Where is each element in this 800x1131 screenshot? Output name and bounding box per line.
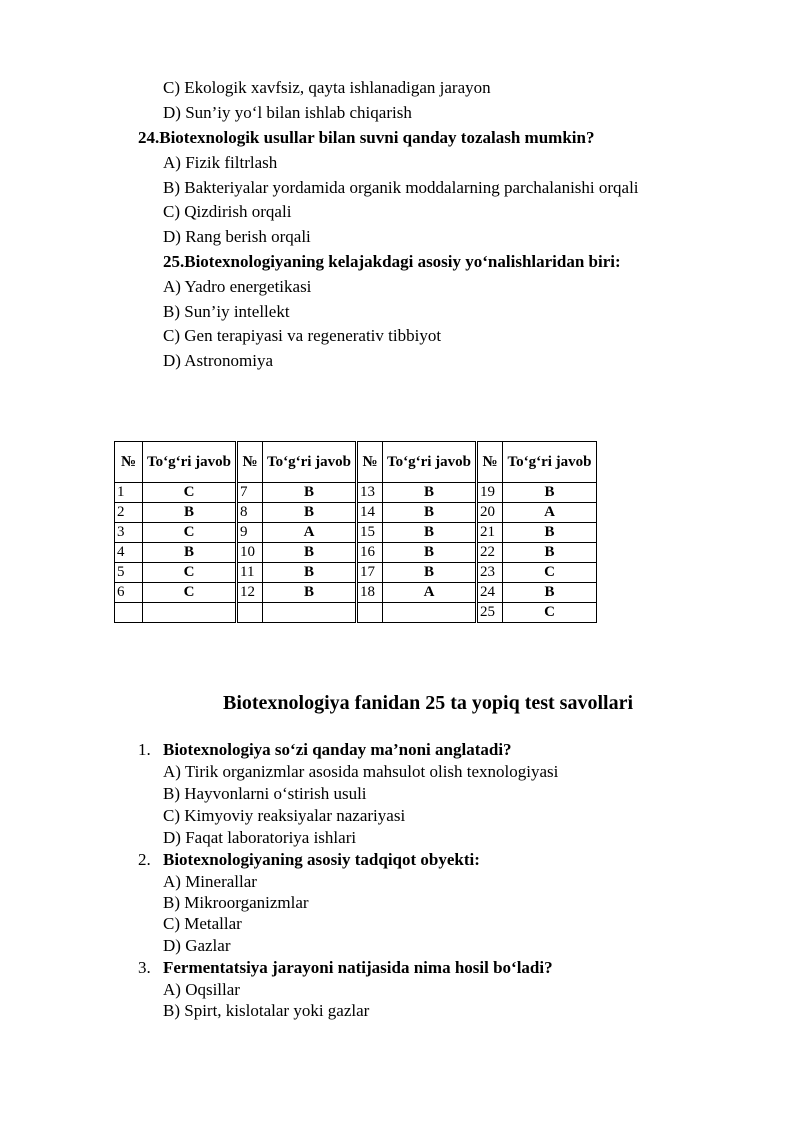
q2-title: Biotexnologiyaning asosiy tadqiqot obyekti: xyxy=(163,850,480,869)
q1-option-c: C) Kimyoviy reaksiyalar nazariyasi xyxy=(163,806,406,825)
answer-table-header-row xyxy=(115,442,597,483)
header-num-2: № xyxy=(237,442,263,483)
cell-answer: B xyxy=(263,583,357,603)
cell-num: 16 xyxy=(357,543,383,563)
cell-answer: B xyxy=(263,483,357,503)
cell-answer xyxy=(263,603,357,623)
q24-option-d: D) Rang berish orqali xyxy=(163,227,311,246)
cell-answer: B xyxy=(383,503,477,523)
cell-num xyxy=(237,603,263,623)
cell-num xyxy=(115,603,143,623)
header-answer-2: To‘g‘ri javob xyxy=(263,442,357,483)
table-row xyxy=(115,583,597,603)
q25-option-d: D) Astronomiya xyxy=(163,351,274,370)
q23-option-c: C) Ekologik xavfsiz, qayta ishlanadigan jarayon xyxy=(163,78,491,97)
cell-num: 5 xyxy=(115,563,143,583)
q25-option-b: B) Sun’iy intellekt xyxy=(163,302,290,321)
q25-option-c: C) Gen terapiyasi va regenerativ tibbiyot xyxy=(163,326,442,345)
q1-option-d: D) Faqat laboratoriya ishlari xyxy=(163,828,357,847)
q2-option-a: A) Minerallar xyxy=(163,872,257,891)
cell-num: 3 xyxy=(115,523,143,543)
cell-answer: B xyxy=(263,503,357,523)
cell-answer: B xyxy=(503,523,597,543)
cell-answer: C xyxy=(143,583,237,603)
cell-num: 12 xyxy=(237,583,263,603)
q2-option-c: C) Metallar xyxy=(163,914,242,933)
cell-answer: C xyxy=(143,523,237,543)
cell-num: 9 xyxy=(237,523,263,543)
q3-number: 3. xyxy=(138,958,151,977)
table-row xyxy=(115,603,597,623)
answer-key-table xyxy=(114,441,597,623)
cell-num: 7 xyxy=(237,483,263,503)
cell-num: 22 xyxy=(477,543,503,563)
cell-answer: B xyxy=(383,523,477,543)
q24-option-c: C) Qizdirish orqali xyxy=(163,202,292,221)
header-num-3: № xyxy=(357,442,383,483)
q1-option-a: A) Tirik organizmlar asosida mahsulot olish texnologiyasi xyxy=(163,762,559,781)
table-row xyxy=(115,483,597,503)
cell-answer: A xyxy=(383,583,477,603)
cell-answer xyxy=(143,603,237,623)
cell-answer: B xyxy=(503,483,597,503)
cell-num: 17 xyxy=(357,563,383,583)
cell-answer: B xyxy=(263,563,357,583)
cell-num: 11 xyxy=(237,563,263,583)
cell-answer: B xyxy=(383,483,477,503)
cell-answer: B xyxy=(263,543,357,563)
cell-num: 13 xyxy=(357,483,383,503)
header-answer-4: To‘g‘ri javob xyxy=(503,442,597,483)
cell-num: 10 xyxy=(237,543,263,563)
cell-answer xyxy=(383,603,477,623)
cell-num: 18 xyxy=(357,583,383,603)
cell-answer: A xyxy=(263,523,357,543)
cell-num: 4 xyxy=(115,543,143,563)
cell-num: 14 xyxy=(357,503,383,523)
cell-num: 8 xyxy=(237,503,263,523)
q3-title: Fermentatsiya jarayoni natijasida nima hosil bo‘ladi? xyxy=(163,958,553,977)
cell-answer: B xyxy=(503,543,597,563)
q24-option-a: A) Fizik filtrlash xyxy=(163,153,278,172)
cell-answer: B xyxy=(383,543,477,563)
table-row xyxy=(115,543,597,563)
q24-title: 24.Biotexnologik usullar bilan suvni qanday tozalash mumkin? xyxy=(138,128,595,147)
table-row xyxy=(115,523,597,543)
cell-num: 15 xyxy=(357,523,383,543)
q2-option-b: B) Mikroorganizmlar xyxy=(163,893,309,912)
cell-answer: B xyxy=(383,563,477,583)
cell-answer: B xyxy=(143,503,237,523)
cell-answer: B xyxy=(143,543,237,563)
cell-num: 1 xyxy=(115,483,143,503)
cell-num: 21 xyxy=(477,523,503,543)
cell-answer: C xyxy=(143,483,237,503)
cell-num: 2 xyxy=(115,503,143,523)
cell-answer: C xyxy=(503,603,597,623)
q2-number: 2. xyxy=(138,850,151,869)
q3-option-a: A) Oqsillar xyxy=(163,980,240,999)
cell-num: 25 xyxy=(477,603,503,623)
cell-num: 6 xyxy=(115,583,143,603)
q25-option-a: A) Yadro energetikasi xyxy=(163,277,312,296)
q1-number: 1. xyxy=(138,740,151,759)
cell-num: 24 xyxy=(477,583,503,603)
header-answer-1: To‘g‘ri javob xyxy=(143,442,237,483)
cell-num: 19 xyxy=(477,483,503,503)
section-title: Biotexnologiya fanidan 25 ta yopiq test savollari xyxy=(222,692,634,714)
q1-title: Biotexnologiya so‘zi qanday ma’noni anglatadi? xyxy=(163,740,512,759)
cell-num: 20 xyxy=(477,503,503,523)
q1-option-b: B) Hayvonlarni o‘stirish usuli xyxy=(163,784,367,803)
table-row xyxy=(115,503,597,523)
q23-option-d: D) Sun’iy yo‘l bilan ishlab chiqarish xyxy=(163,103,412,122)
cell-num xyxy=(357,603,383,623)
q2-option-d: D) Gazlar xyxy=(163,936,231,955)
table-row xyxy=(115,563,597,583)
cell-answer: C xyxy=(143,563,237,583)
header-answer-3: To‘g‘ri javob xyxy=(383,442,477,483)
cell-answer: A xyxy=(503,503,597,523)
header-num-4: № xyxy=(477,442,503,483)
q25-title: 25.Biotexnologiyaning kelajakdagi asosiy yo‘nalishlaridan biri: xyxy=(163,252,621,271)
cell-num: 23 xyxy=(477,563,503,583)
header-num-1: № xyxy=(115,442,143,483)
q3-option-b: B) Spirt, kislotalar yoki gazlar xyxy=(163,1001,370,1020)
q24-option-b: B) Bakteriyalar yordamida organik moddalarning parchalanishi orqali xyxy=(163,178,639,197)
cell-answer: C xyxy=(503,563,597,583)
cell-answer: B xyxy=(503,583,597,603)
